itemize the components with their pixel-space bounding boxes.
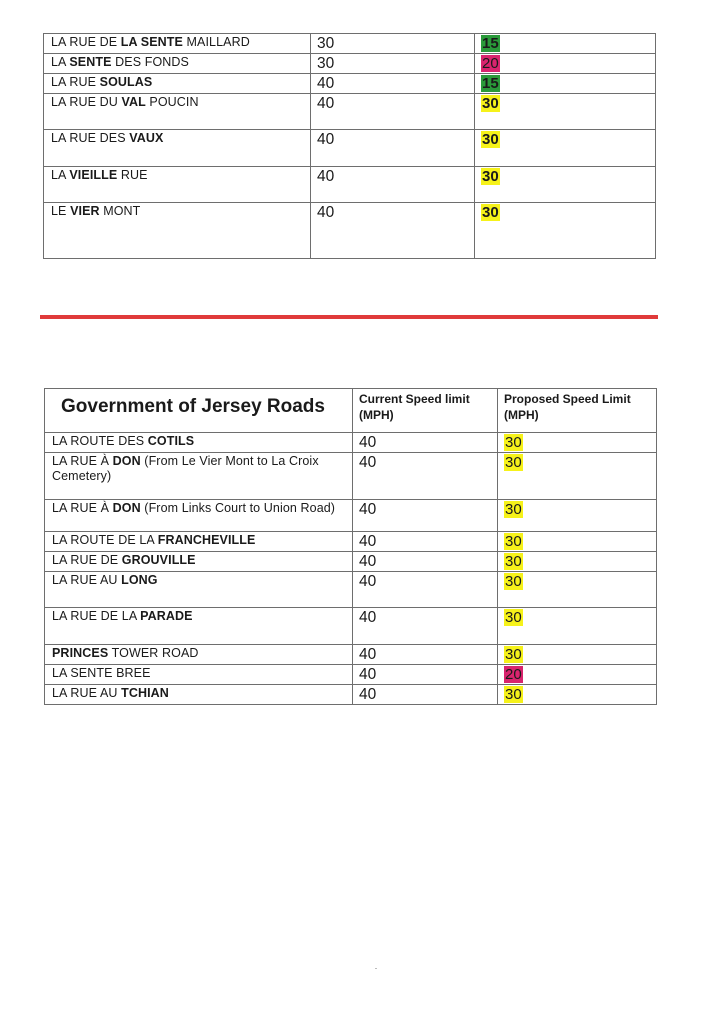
column-header-current: Current Speed limit (MPH) xyxy=(353,389,498,433)
road-name-text: LA RUE DE xyxy=(51,35,121,49)
table-row xyxy=(45,433,657,453)
proposed-limit-highlight: 30 xyxy=(505,609,522,626)
proposed-limit-cell xyxy=(475,74,656,94)
road-name-cell xyxy=(45,552,353,572)
table-row xyxy=(44,54,656,74)
table-row xyxy=(44,167,656,203)
table-row xyxy=(45,685,657,705)
proposed-limit-cell xyxy=(498,453,657,500)
table-body xyxy=(44,34,656,259)
road-name-emphasis: DON xyxy=(112,501,141,515)
proposed-limit-cell xyxy=(475,34,656,54)
table-row xyxy=(45,552,657,572)
current-limit-cell: 40 xyxy=(353,500,498,532)
table-row xyxy=(45,500,657,532)
proposed-limit-cell xyxy=(475,54,656,74)
current-limit-cell: 40 xyxy=(353,433,498,453)
current-limit-cell: 40 xyxy=(353,453,498,500)
road-name-cell xyxy=(44,167,311,203)
road-name-cell xyxy=(45,433,353,453)
road-name-text: LE xyxy=(51,204,71,218)
proposed-limit-highlight: 30 xyxy=(505,434,522,451)
road-name-text: POUCIN xyxy=(145,95,199,109)
road-name-cell xyxy=(45,645,353,665)
road-name-text: LA xyxy=(51,55,70,69)
table-row xyxy=(45,532,657,552)
proposed-limit-cell xyxy=(498,645,657,665)
table-row xyxy=(44,34,656,54)
road-name-emphasis: VAUX xyxy=(129,131,164,145)
road-name-text: LA RUE AU xyxy=(52,686,122,700)
road-name-emphasis: PARADE xyxy=(140,609,193,623)
current-limit-cell: 40 xyxy=(353,552,498,572)
proposed-limit-highlight: 30 xyxy=(482,168,499,185)
proposed-limit-highlight: 30 xyxy=(505,553,522,570)
current-limit-cell: 30 xyxy=(311,54,475,74)
road-name-text: DES FONDS xyxy=(111,55,189,69)
table-row xyxy=(44,94,656,130)
proposed-limit-highlight: 30 xyxy=(505,646,522,663)
table-row xyxy=(44,130,656,167)
road-name-emphasis: TCHIAN xyxy=(121,686,169,700)
road-name-cell xyxy=(45,532,353,552)
road-name-text: TOWER ROAD xyxy=(108,646,199,660)
proposed-limit-cell xyxy=(498,608,657,645)
current-limit-cell: 30 xyxy=(311,34,475,54)
current-limit-cell: 40 xyxy=(353,665,498,685)
road-name-text: (From Le Vier Mont to La Croix Cemetery) xyxy=(52,454,319,483)
current-limit-cell: 40 xyxy=(311,203,475,259)
proposed-limit-highlight: 15 xyxy=(482,75,499,92)
proposed-limit-highlight: 30 xyxy=(505,501,522,518)
road-name-cell xyxy=(45,608,353,645)
current-limit-cell: 40 xyxy=(353,608,498,645)
table-row xyxy=(45,572,657,608)
proposed-limit-highlight: 30 xyxy=(482,95,499,112)
proposed-limit-highlight: 30 xyxy=(505,454,522,471)
proposed-limit-highlight: 30 xyxy=(505,686,522,703)
road-name-text: RUE xyxy=(117,168,148,182)
current-limit-cell: 40 xyxy=(311,167,475,203)
road-name-cell xyxy=(44,203,311,259)
page-mark xyxy=(375,968,377,969)
column-header-proposed: Proposed Speed Limit (MPH) xyxy=(498,389,657,433)
table-row xyxy=(45,645,657,665)
road-name-text: (From Links Court to Union Road) xyxy=(140,501,336,515)
road-name-text: LA RUE xyxy=(51,75,100,89)
table-body xyxy=(45,433,657,705)
proposed-limit-cell xyxy=(498,500,657,532)
current-limit-cell: 40 xyxy=(311,130,475,167)
road-name-cell xyxy=(44,130,311,167)
road-name-text: LA ROUTE DES xyxy=(52,434,148,448)
road-name-emphasis: LA SENTE xyxy=(120,35,183,49)
table-row xyxy=(44,74,656,94)
proposed-limit-cell xyxy=(475,130,656,167)
table-title: Government of Jersey Roads xyxy=(45,389,353,433)
road-name-text: LA RUE DU xyxy=(51,95,122,109)
proposed-limit-highlight: 20 xyxy=(482,55,499,72)
proposed-limit-cell xyxy=(498,433,657,453)
road-name-emphasis: DON xyxy=(112,454,141,468)
road-name-cell xyxy=(44,74,311,94)
road-name-text: MAILLARD xyxy=(182,35,250,49)
road-name-emphasis: VIEILLE xyxy=(69,168,118,182)
road-name-cell xyxy=(45,500,353,532)
proposed-limit-highlight: 15 xyxy=(482,35,499,52)
road-name-emphasis: GROUVILLE xyxy=(121,553,196,567)
road-name-emphasis: VIER xyxy=(70,204,100,218)
road-name-cell xyxy=(45,453,353,500)
road-name-emphasis: FRANCHEVILLE xyxy=(157,533,256,547)
proposed-limit-cell xyxy=(475,203,656,259)
proposed-limit-highlight: 30 xyxy=(505,573,522,590)
road-name-emphasis: PRINCES xyxy=(52,646,109,660)
table-header-row xyxy=(45,389,657,433)
road-name-text: LA ROUTE DE LA xyxy=(52,533,158,547)
current-limit-cell: 40 xyxy=(353,685,498,705)
current-limit-cell: 40 xyxy=(353,532,498,552)
proposed-limit-highlight: 20 xyxy=(505,666,522,683)
current-limit-cell: 40 xyxy=(353,572,498,608)
road-name-text: LA RUE DE xyxy=(52,553,122,567)
table-row xyxy=(45,665,657,685)
proposed-limit-cell xyxy=(498,552,657,572)
proposed-limit-highlight: 30 xyxy=(505,533,522,550)
road-name-emphasis: SOULAS xyxy=(99,75,153,89)
proposed-limit-cell xyxy=(475,167,656,203)
road-name-text: LA RUE AU xyxy=(52,573,122,587)
speed-limit-table-parish xyxy=(43,33,656,259)
red-divider-line xyxy=(40,315,658,319)
table-row xyxy=(44,203,656,259)
proposed-limit-highlight: 30 xyxy=(482,131,499,148)
table-row xyxy=(45,608,657,645)
road-name-text: MONT xyxy=(99,204,141,218)
current-limit-cell: 40 xyxy=(311,94,475,130)
road-name-cell xyxy=(45,685,353,705)
proposed-limit-cell xyxy=(475,94,656,130)
road-name-emphasis: VAL xyxy=(121,95,146,109)
road-name-cell xyxy=(44,54,311,74)
current-limit-cell: 40 xyxy=(311,74,475,94)
road-name-text: LA RUE DE LA xyxy=(52,609,141,623)
road-name-text: LA RUE DES xyxy=(51,131,130,145)
proposed-limit-highlight: 30 xyxy=(482,204,499,221)
road-name-cell xyxy=(45,572,353,608)
proposed-limit-cell xyxy=(498,572,657,608)
road-name-text: LA RUE À xyxy=(52,454,113,468)
speed-limit-table-government xyxy=(44,388,657,705)
road-name-cell xyxy=(44,34,311,54)
proposed-limit-cell xyxy=(498,665,657,685)
road-name-cell xyxy=(45,665,353,685)
current-limit-cell: 40 xyxy=(353,645,498,665)
table-row xyxy=(45,453,657,500)
proposed-limit-cell xyxy=(498,532,657,552)
road-name-text: LA xyxy=(51,168,70,182)
road-name-emphasis: LONG xyxy=(121,573,158,587)
proposed-limit-cell xyxy=(498,685,657,705)
road-name-emphasis: COTILS xyxy=(147,434,195,448)
road-name-emphasis: SENTE xyxy=(69,55,112,69)
road-name-cell xyxy=(44,94,311,130)
road-name-text: LA SENTE BREE xyxy=(52,666,151,680)
road-name-text: LA RUE À xyxy=(52,501,113,515)
